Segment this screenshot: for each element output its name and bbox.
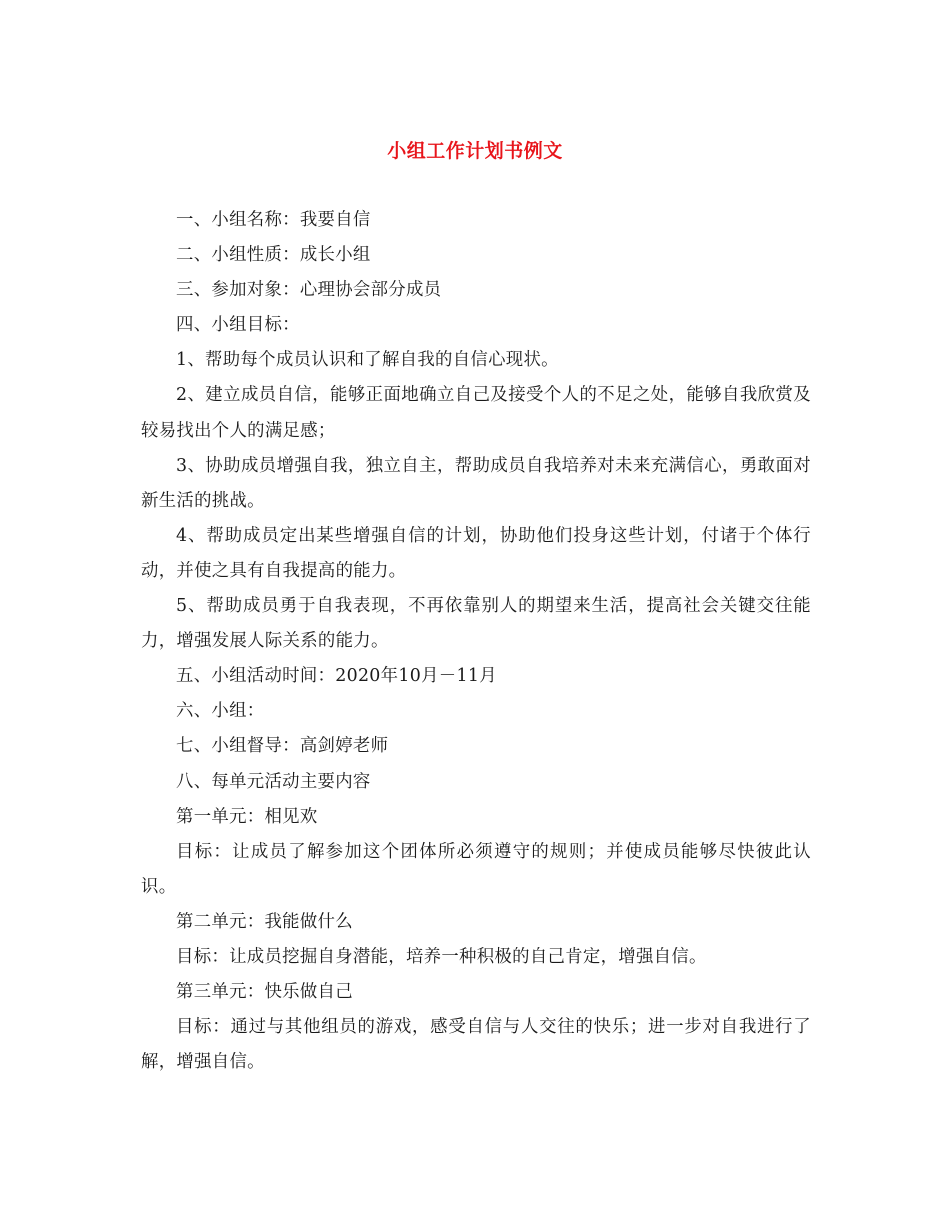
paragraph-group-name: 一、小组名称：我要自信	[176, 210, 371, 230]
paragraph-group: 六、小组：	[176, 701, 265, 722]
paragraph-unit-1-goal: 目标：让成员了解参加这个团体所必须遵守的规则；并使成员能够尽快彼此认识。	[141, 841, 811, 897]
paragraph-goals-heading: 四、小组目标：	[176, 315, 300, 336]
paragraph-units-heading: 八、每单元活动主要内容	[176, 771, 371, 792]
paragraph-unit-3: 第三单元：快乐做自己	[176, 982, 353, 1003]
paragraph-goal-1: 1、帮助每个成员认识和了解自我的自信心现状。	[176, 350, 559, 371]
paragraph-goal-2: 2、建立成员自信，能够正面地确立自己及接受个人的不足之处，能够自我欣赏及较易找出个人的满足感；	[141, 385, 811, 441]
paragraph-activity-time: 五、小组活动时间：2020年10月－11月	[176, 666, 497, 687]
paragraph-group-nature: 二、小组性质：成长小组	[176, 245, 371, 266]
paragraph-goal-3: 3、协助成员增强自我，独立自主，帮助成员自我培养对未来充满信心，勇敢面对新生活的挑战。	[141, 455, 811, 511]
paragraph-goal-4: 4、帮助成员定出某些增强自信的计划，协助他们投身这些计划，付诸于个体行动，并使之具有自我提高的能力。	[141, 525, 811, 581]
paragraph-participants: 三、参加对象：心理协会部分成员	[176, 280, 442, 301]
document-title: 小组工作计划书例文	[387, 140, 563, 162]
document-body	[141, 203, 811, 1080]
paragraph-goal-5: 5、帮助成员勇于自我表现，不再依靠别人的期望来生活，提高社会关键交往能力，增强发展人际关系的能力。	[141, 596, 811, 652]
paragraph-unit-2-goal: 目标：让成员挖掘自身潜能，培养一种积极的自己肯定，增强自信。	[176, 946, 707, 967]
paragraph-unit-1: 第一单元：相见欢	[176, 806, 318, 827]
paragraph-unit-2: 第二单元：我能做什么	[176, 911, 353, 932]
paragraph-unit-3-goal: 目标：通过与其他组员的游戏，感受自信与人交往的快乐；进一步对自我进行了解，增强自信。	[141, 1017, 811, 1073]
paragraph-supervisor: 七、小组督导：高剑婷老师	[176, 736, 389, 757]
